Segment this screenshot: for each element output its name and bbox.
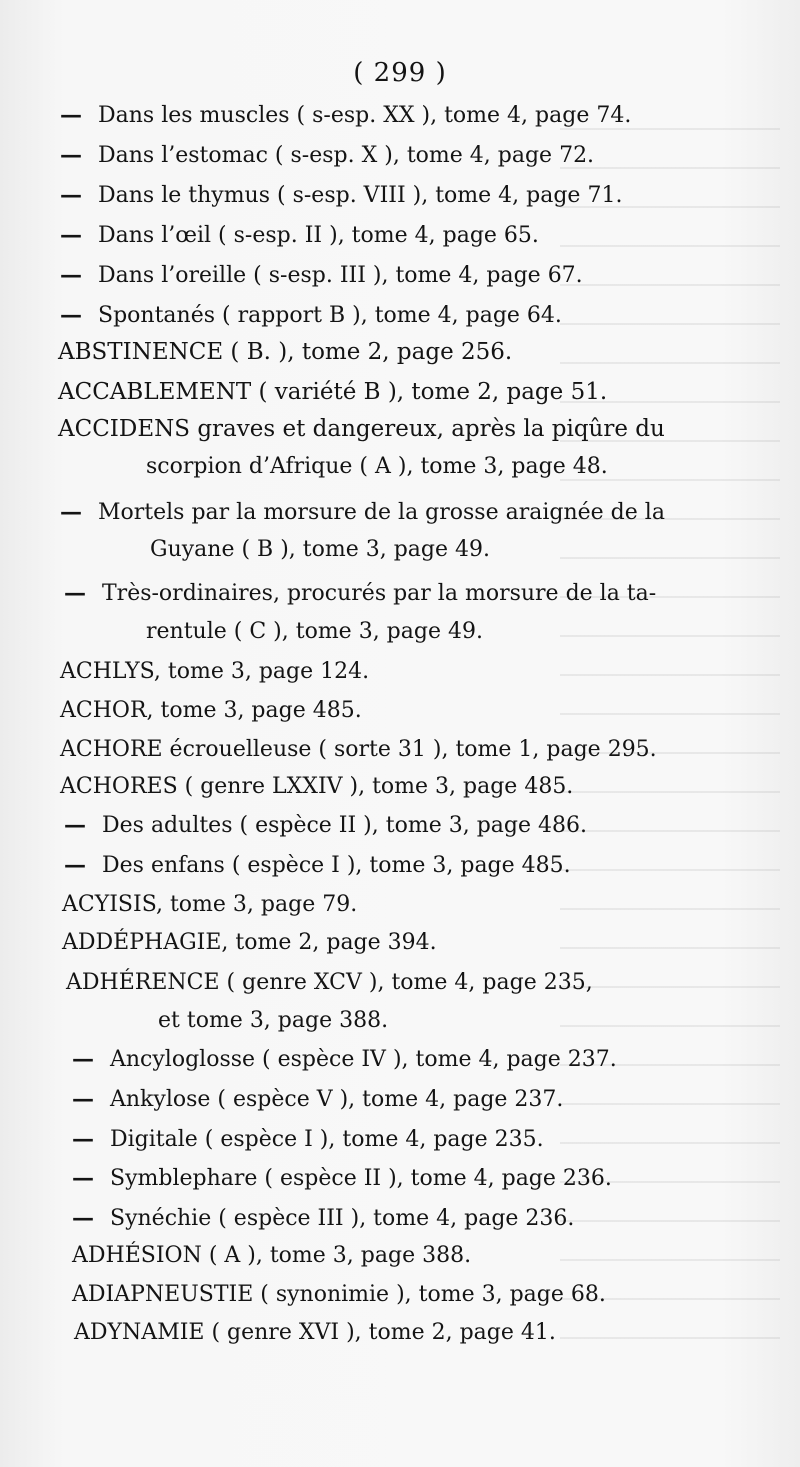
em-dash-marker: — [60,182,82,208]
entry-text: ADIAPNEUSTIE ( synonimie ), tome 3, page 68. [72,1282,606,1307]
entry-text: Digitale ( espèce I ), tome 4, page 235. [110,1127,544,1152]
em-dash-marker: — [72,1046,94,1072]
index-entry-line [72,1203,574,1234]
entry-text: Spontanés ( rapport B ), tome 4, page 64. [98,303,562,328]
em-dash-marker: — [60,102,82,128]
index-entry-line [62,928,437,958]
entry-text: Dans l’estomac ( s-esp. X ), tome 4, page 72. [98,143,595,168]
entry-text: Dans le thymus ( s-esp. VIII ), tome 4, page 71. [98,183,623,208]
index-entry-line [150,535,490,565]
entry-text: Symblephare ( espèce II ), tome 4, page 236. [110,1166,612,1191]
index-entry-line [60,220,539,251]
index-entry-line [66,968,593,998]
entry-text: scorpion d’Afrique ( A ), tome 3, page 48. [146,454,608,479]
em-dash-marker: — [60,302,82,328]
em-dash-marker: — [60,262,82,288]
entry-text: Ankylose ( espèce V ), tome 4, page 237. [110,1087,564,1112]
index-entry-line [58,377,607,407]
entry-text: ACHLYS, tome 3, page 124. [60,659,370,684]
em-dash-marker: — [64,580,86,606]
index-entry-line [72,1084,563,1115]
entry-text: Mortels par la morsure de la grosse araignée de la [98,500,665,525]
entry-text: ABSTINENCE ( B. ), tome 2, page 256. [58,339,513,365]
index-entry-line [60,260,583,291]
index-entry-line [146,452,608,482]
entry-text: Des adultes ( espèce II ), tome 3, page 486. [102,813,587,838]
entry-text: Ancyloglosse ( espèce IV ), tome 4, page 237. [110,1047,617,1072]
em-dash-marker: — [72,1086,94,1112]
em-dash-marker: — [64,812,86,838]
index-entry-line [60,735,657,765]
entry-text: et tome 3, page 388. [158,1008,389,1033]
em-dash-marker: — [60,222,82,248]
em-dash-marker: — [64,852,86,878]
index-entry-line [72,1280,606,1310]
entry-text: ACHOR, tome 3, page 485. [60,698,362,723]
entry-text: ADHÉSION ( A ), tome 3, page 388. [72,1243,472,1268]
entry-text: Des enfans ( espèce I ), tome 3, page 485. [102,853,571,878]
entry-text: ACCABLEMENT ( variété B ), tome 2, page 51. [58,379,608,405]
index-entry-line [72,1124,544,1155]
entry-text: rentule ( C ), tome 3, page 49. [146,619,483,644]
entry-text: ADDÉPHAGIE, tome 2, page 394. [62,930,437,955]
index-entry-line [60,772,573,802]
index-entry-line [60,140,594,171]
em-dash-marker: — [60,499,82,525]
entry-text: ACHORE écrouelleuse ( sorte 31 ), tome 1, page 295. [60,737,657,762]
entry-text: Dans les muscles ( s-esp. XX ), tome 4, page 74. [98,103,632,128]
em-dash-marker: — [72,1165,94,1191]
index-entry-line [146,617,483,647]
index-entry-line [74,1318,556,1348]
page-number: ( 299 ) [353,58,447,88]
index-entry-line [64,850,571,881]
index-entry-line [64,810,587,841]
index-entry-line [58,414,665,444]
entry-text: Dans l’oreille ( s-esp. III ), tome 4, page 67. [98,263,583,288]
entry-text: Très-ordinaires, procurés par la morsure de la ta- [102,581,657,606]
index-entry-line [64,578,656,609]
index-entry-line [62,890,357,920]
entry-text: ACCIDENS graves et dangereux, après la piqûre du [58,416,665,442]
index-entry-line [60,696,362,726]
em-dash-marker: — [72,1126,94,1152]
entry-text: Dans l’œil ( s-esp. II ), tome 4, page 65. [98,223,539,248]
index-entry-line [72,1163,612,1194]
index-entry-line [60,657,369,687]
index-entry-line [60,497,665,528]
entry-text: Synéchie ( espèce III ), tome 4, page 236. [110,1206,575,1231]
index-entry-line [158,1006,388,1036]
em-dash-marker: — [72,1205,94,1231]
entry-text: Guyane ( B ), tome 3, page 49. [150,537,491,562]
index-entry-line [58,337,512,367]
entry-text: ACHORES ( genre LXXIV ), tome 3, page 485. [60,774,574,799]
index-entry-line [60,300,562,331]
index-entry-line [72,1241,471,1271]
index-entry-line [60,100,631,131]
index-entry-line [60,180,622,211]
entry-text: ACYISIS, tome 3, page 79. [62,892,358,917]
entry-text: ADHÉRENCE ( genre XCV ), tome 4, page 235, [66,970,593,995]
index-entry-line [72,1044,617,1075]
em-dash-marker: — [60,142,82,168]
entry-text: ADYNAMIE ( genre XVI ), tome 2, page 41. [74,1320,556,1345]
